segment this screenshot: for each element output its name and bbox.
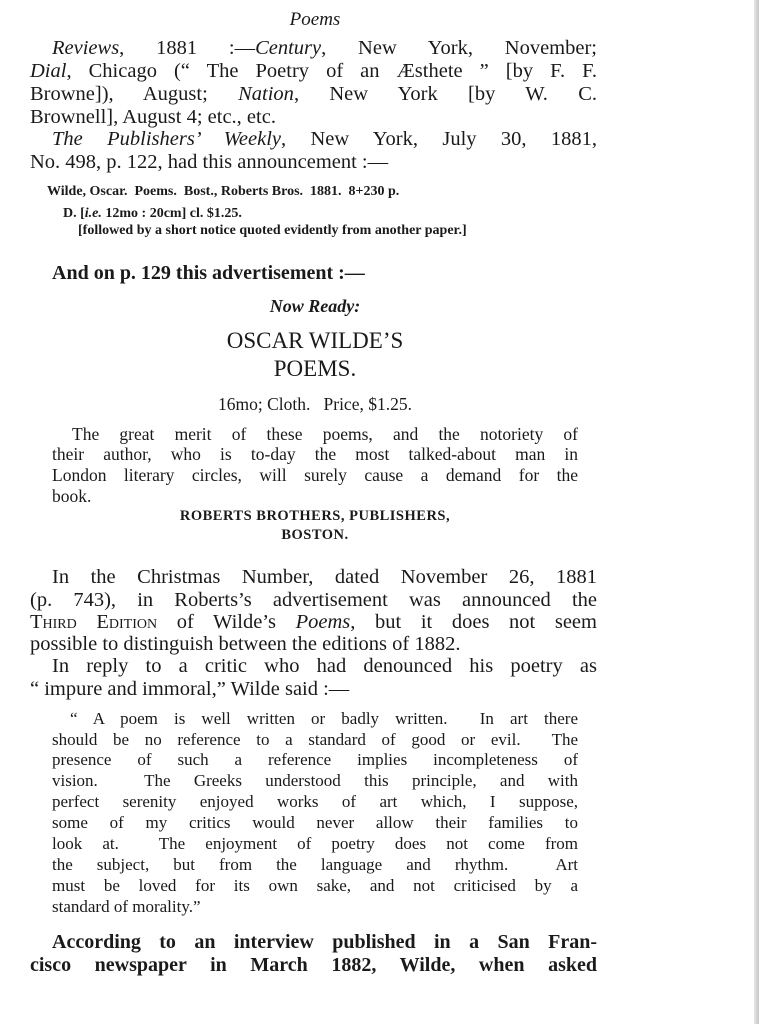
paragraph-reviews-line (30, 83, 597, 105)
text-run: , 1881 :— (119, 37, 256, 59)
quote-line: some of my critics would never allow their families to (52, 813, 578, 832)
paragraph-reply-line: “ impure and immoral,” Wilde said :— (30, 678, 350, 700)
catalogue-entry-line: Wilde, Oscar. Poems. Bost., Roberts Bros. 1881. 8+230 p. (47, 184, 400, 199)
quote-line: vision. The Greeks understood this principle, and with (52, 771, 578, 790)
text-run: Browne]), August; (30, 83, 239, 105)
paragraph-publishers-line (52, 128, 597, 150)
small-caps-text: Third Edition (30, 611, 158, 633)
paragraph-interview-line: According to an interview published in a San Fran- (52, 931, 597, 953)
paragraph-interview-line: cisco newspaper in March 1882, Wilde, when asked (30, 954, 597, 976)
ad-text-line: book. (52, 486, 92, 506)
text-run: , Chicago (“ The Poetry of an Æsthete ” [by F. F. (66, 60, 597, 82)
quote-line: perfect serenity enjoyed works of art which, I suppose, (52, 792, 578, 811)
catalogue-entry-line: [followed by a short notice quoted evidently from another paper.] (78, 223, 467, 238)
paragraph-reviews-line (30, 60, 597, 82)
italic-text: Nation (238, 83, 294, 105)
paragraph-publishers-line: No. 498, p. 122, had this announcement :— (30, 151, 389, 173)
ad-text-line: their author, who is to-day the most talked-about man in (52, 444, 578, 464)
quote-line: presence of such a reference implies incompleteness of (52, 750, 578, 769)
paragraph-reply-line: In reply to a critic who had denounced his poetry as (52, 655, 597, 677)
text-run: 12mo : 20cm] cl. $1.25. (101, 206, 242, 221)
catalogue-entry-line (63, 205, 242, 223)
italic-text: i.e. (84, 206, 102, 221)
quote-line: the subject, but from the language and rhythm. Art (52, 855, 578, 874)
running-title: Poems (289, 9, 341, 30)
quote-line: look at. The enjoyment of poetry does not come from (52, 834, 578, 853)
text-run: , New York, November; (321, 37, 597, 59)
ad-intro: And on p. 129 this advertisement :— (52, 262, 365, 284)
italic-text: Poems (295, 611, 351, 633)
quote-line: must be loved for its own sake, and not criticised by a (52, 876, 578, 895)
paragraph-christmas-line: (p. 743), in Roberts’s advertisement was announced the (30, 589, 597, 611)
ad-heading: POEMS. (273, 356, 357, 381)
paragraph-christmas-line: In the Christmas Number, dated November 26, 1881 (52, 566, 597, 588)
text-run: , but it does not seem (350, 611, 597, 633)
text-run: D. [ (63, 206, 85, 221)
paragraph-reviews-line: Brownell], August 4; etc., etc. (30, 106, 276, 128)
text-run: , New York [by W. C. (293, 83, 597, 105)
quote-line: should be no reference to a standard of good or evil. The (52, 730, 578, 749)
ad-text-line: The great merit of these poems, and the notoriety of (72, 424, 578, 444)
paragraph-christmas-line: possible to distinguish between the editions of 1882. (30, 633, 461, 655)
paragraph-reviews-line (52, 37, 597, 59)
ad-heading: OSCAR WILDE’S (226, 328, 404, 353)
italic-text: Reviews (52, 37, 120, 59)
ad-price-line: 16mo; Cloth. Price, $1.25. (218, 394, 412, 414)
paragraph-christmas-line (30, 611, 597, 633)
italic-text: The Publishers’ Weekly (52, 128, 282, 150)
text-run: , New York, July 30, 1881, (281, 128, 598, 150)
ad-now-ready: Now Ready: (269, 296, 361, 316)
quote-line: “ A poem is well written or badly written. In art there (70, 709, 578, 728)
text-run: of Wilde’s (157, 611, 296, 633)
ad-publisher: ROBERTS BROTHERS, PUBLISHERS, (179, 508, 451, 524)
italic-text: Century (255, 37, 322, 59)
quote-line: standard of morality.” (52, 897, 201, 916)
ad-text-line: London literary circles, will surely cause a demand for the (52, 465, 578, 485)
italic-text: Dial (30, 60, 67, 82)
page-edge (754, 0, 759, 1024)
ad-publisher: BOSTON. (281, 527, 349, 543)
